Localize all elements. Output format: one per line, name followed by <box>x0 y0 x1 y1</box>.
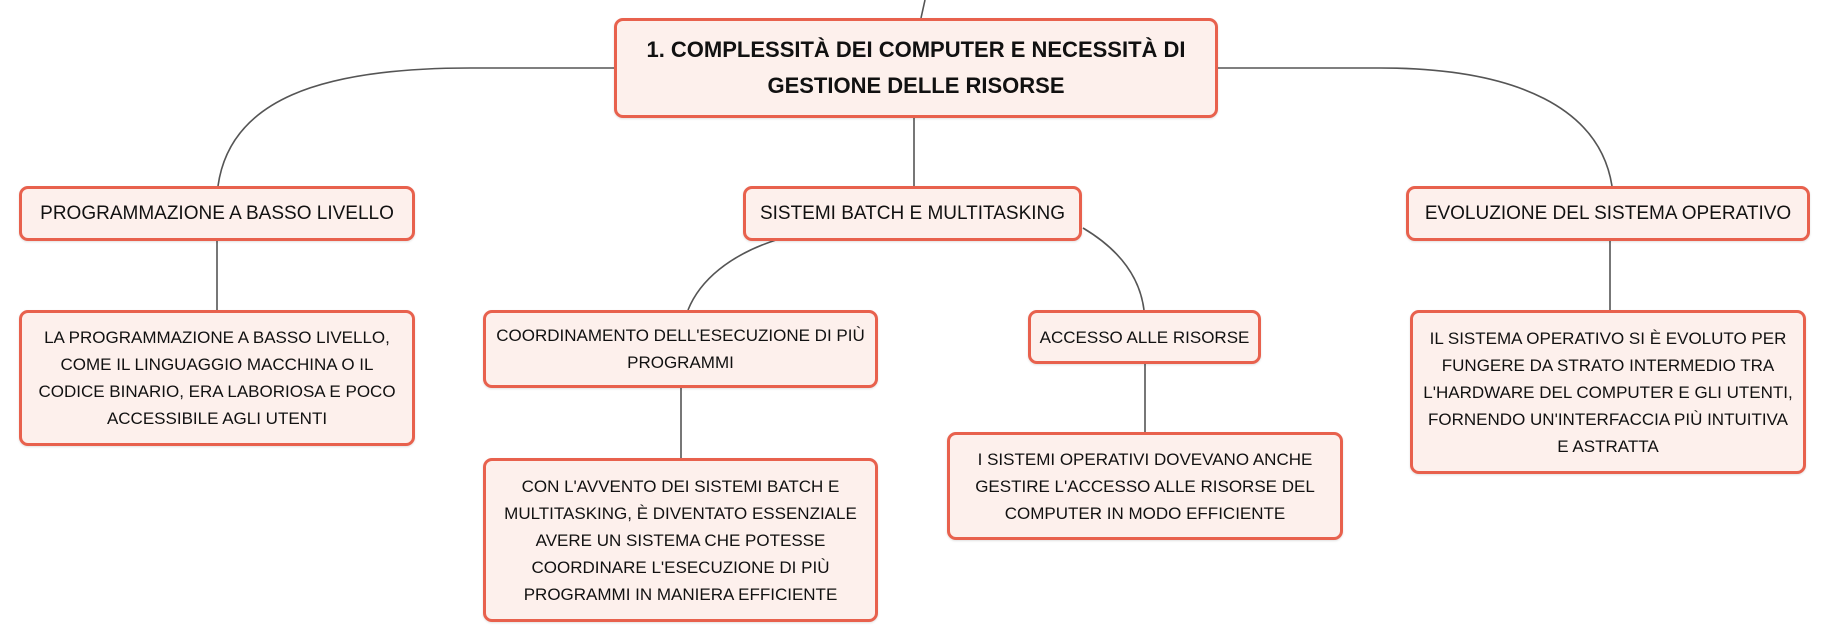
topic-low-level-programming[interactable] <box>19 186 415 241</box>
subtopic-os-evolution-description[interactable] <box>1410 310 1806 474</box>
root-topic[interactable] <box>614 18 1218 118</box>
topic-os-evolution[interactable] <box>1406 186 1810 241</box>
topic-label: PROGRAMMAZIONE A BASSO LIVELLO <box>40 202 394 224</box>
connector-batch-access <box>1083 228 1144 310</box>
subtopic-resource-access[interactable] <box>1028 310 1261 364</box>
subtopic-label: ACCESSO ALLE RISORSE <box>1039 327 1250 347</box>
connector-root-low-level <box>218 68 614 186</box>
subtopic-label: LA PROGRAMMAZIONE A BASSO LIVELLO, COME IL LINGUAGGIO MACCHINA O IL CODICE BINARIO, ERA LABORIOSA E POCO ACCESSIBILE AGLI UTENTI <box>38 328 396 428</box>
subtopic-label: IL SISTEMA OPERATIVO SI È EVOLUTO PER FUNGERE DA STRATO INTERMEDIO TRA L'HARDWARE DEL COMPUTER E GLI UTENTI, FORNENDO UN'INTERFACCIA PIÙ INTUITIVA E ASTRATTA <box>1423 328 1793 456</box>
topic-label: EVOLUZIONE DEL SISTEMA OPERATIVO <box>1424 202 1792 224</box>
root-topic-label: 1. COMPLESSITÀ DEI COMPUTER E NECESSITÀ DI GESTIONE DELLE RISORSE <box>646 37 1186 98</box>
subtopic-low-level-description[interactable] <box>19 310 415 446</box>
topic-batch-multitasking[interactable] <box>743 186 1082 241</box>
subtopic-coordination-description[interactable] <box>483 458 878 622</box>
topic-label: SISTEMI BATCH E MULTITASKING <box>759 202 1066 224</box>
subtopic-label: COORDINAMENTO DELL'ESECUZIONE DI PIÙ PROGRAMMI <box>496 326 865 372</box>
subtopic-label: I SISTEMI OPERATIVI DOVEVANO ANCHE GESTIRE L'ACCESSO ALLE RISORSE DEL COMPUTER IN MODO EFFICIENTE <box>975 449 1315 523</box>
connector-to-parent <box>921 0 925 18</box>
subtopic-label: CON L'AVVENTO DEI SISTEMI BATCH E MULTITASKING, È DIVENTATO ESSENZIALE AVERE UN SISTEMA CHE POTESSE COORDINARE L'ESECUZIONE DI PIÙ PROGRAMMI IN MANIERA EFFICIENTE <box>504 476 857 604</box>
connector-root-evolution <box>1216 68 1612 186</box>
subtopic-program-coordination[interactable] <box>483 310 878 388</box>
connector-batch-coordination <box>688 240 776 310</box>
subtopic-resource-access-description[interactable] <box>947 432 1343 540</box>
